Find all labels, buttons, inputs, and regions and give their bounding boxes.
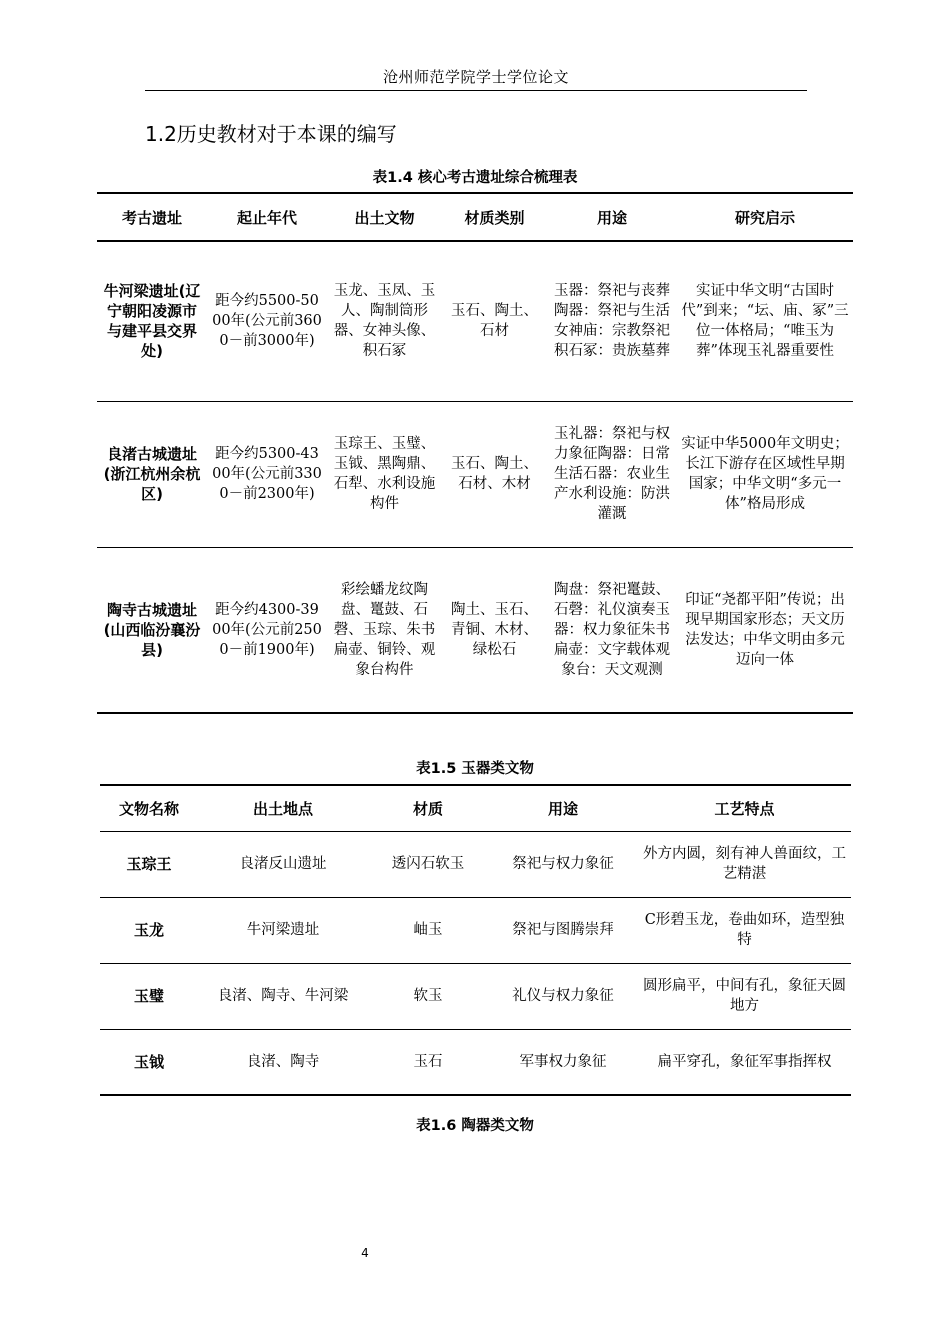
table-cell: 玉琮王 <box>126 855 172 873</box>
table-cell: 软玉 <box>413 988 443 1004</box>
table-cell: 玉璧 <box>133 987 164 1005</box>
table-header-row <box>97 193 853 241</box>
table-cell: 玉礼器：祭祀与权力象征陶器：日常生活石器：农业生产水利设施：防洪灌溉 <box>554 426 670 522</box>
table-1-4-caption: 表1.4 核心考古遗址综合梳理表 <box>372 170 578 186</box>
table-cell: 礼仪与权力象征 <box>512 988 614 1004</box>
table-1-5-caption: 表1.5 玉器类文物 <box>416 761 534 777</box>
table-cell: 军事权力象征 <box>519 1053 607 1070</box>
column-header: 出土地点 <box>198 785 368 831</box>
table-cell: 陶土、玉石、青铜、木材、绿松石 <box>451 601 538 658</box>
table-cell: 实证中华5000年文明史；长江下游存在区域性早期国家；中华文明“多元一体”格局形成 <box>681 436 849 512</box>
column-header: 出土文物 <box>327 193 442 241</box>
table-cell: 玉器：祭祀与丧葬陶器：祭祀与生活女神庙：宗教祭祀积石冢：贵族墓葬 <box>554 283 670 360</box>
table-cell: 距今约4300-3900年(公元前2500－前1900年) <box>212 601 322 658</box>
table-row <box>97 241 853 401</box>
table-cell: 圆形扁平，中间有孔，象征天圆地方 <box>643 978 846 1014</box>
table-cell: 良渚、陶寺 <box>246 1053 320 1070</box>
table-cell: 彩绘蟠龙纹陶盘、鼍鼓、石磬、玉琮、朱书扁壶、铜铃、观象台构件 <box>333 581 436 678</box>
column-header: 研究启示 <box>677 193 853 241</box>
table-row <box>100 963 851 1029</box>
column-header: 考古遗址 <box>97 193 207 241</box>
table-cell: 印证“尧都平阳”传说；出现早期国家形态；天文历法发达；中华文明由多元迈向一体 <box>685 591 845 668</box>
section-heading: 1.2历史教材对于本课的编写 <box>145 122 397 146</box>
table-cell: 实证中华文明“古国时代”到来；“坛、庙、冢”三位一体格局；“唯玉为葬”体现玉礼器重要性 <box>681 283 849 360</box>
column-header: 文物名称 <box>100 785 198 831</box>
table-cell: 距今约5300-4300年(公元前3300－前2300年) <box>212 446 322 502</box>
table-cell: 陶寺古城遗址(山西临汾襄汾县) <box>103 600 201 659</box>
table-cell: 玉钺 <box>133 1052 164 1071</box>
table-cell: 玉石 <box>413 1053 443 1070</box>
table-cell: 祭祀与图腾崇拜 <box>512 922 614 938</box>
page-header: 沧州师范学院学士学位论文 <box>145 66 807 91</box>
table-cell: 距今约5500-5000年(公元前3600－前3000年) <box>212 293 322 350</box>
table-cell: 玉琮王、玉璧、玉钺、黑陶鼎、石犁、水利设施构件 <box>333 436 436 512</box>
table-cell: 牛河梁遗址(辽宁朝阳凌源市与建平县交界处) <box>103 282 201 361</box>
table-row <box>97 401 853 547</box>
table-row <box>100 1029 851 1095</box>
table-cell: 扁平穿孔，象征军事指挥权 <box>657 1053 832 1070</box>
column-header: 起止年代 <box>207 193 327 241</box>
column-header: 用途 <box>547 193 677 241</box>
archaeological-sites-table <box>97 192 853 714</box>
column-header: 材质 <box>368 785 488 831</box>
table-cell: 陶盘：祭祀鼍鼓、石磬：礼仪演奏玉器：权力象征朱书扁壶：文字载体观象台：天文观测 <box>554 581 670 678</box>
table-cell: 良渚反山遗址 <box>239 856 327 872</box>
table-row <box>97 547 853 713</box>
table-row <box>100 831 851 897</box>
table-1-6-caption: 表1.6 陶器类文物 <box>416 1118 534 1134</box>
table-cell: 良渚古城遗址(浙江杭州余杭区) <box>103 445 201 503</box>
table-cell: 透闪石软玉 <box>391 856 465 872</box>
table-cell: 岫玉 <box>413 922 443 938</box>
table-cell: 牛河梁遗址 <box>246 922 320 938</box>
column-header: 材质类别 <box>442 193 547 241</box>
page-number: 4 <box>361 1246 369 1260</box>
column-header: 工艺特点 <box>638 785 851 831</box>
table-cell: 良渚、陶寺、牛河梁 <box>217 988 349 1004</box>
table-cell: 玉龙 <box>133 921 164 939</box>
table-cell: 玉龙、玉凤、玉人、陶制筒形器、女神头像、积石冢 <box>333 283 436 360</box>
table-row <box>100 897 851 963</box>
column-header: 用途 <box>488 785 638 831</box>
table-cell: 外方内圆，刻有神人兽面纹，工艺精湛 <box>643 846 846 882</box>
table-cell: 玉石、陶土、石材、木材 <box>451 456 538 492</box>
table-cell: 玉石、陶土、石材 <box>451 303 538 340</box>
table-header-row <box>100 785 851 831</box>
jade-artifacts-table <box>100 784 851 1096</box>
table-cell: C形碧玉龙，卷曲如环，造型独特 <box>644 912 845 948</box>
table-cell: 祭祀与权力象征 <box>512 856 614 872</box>
